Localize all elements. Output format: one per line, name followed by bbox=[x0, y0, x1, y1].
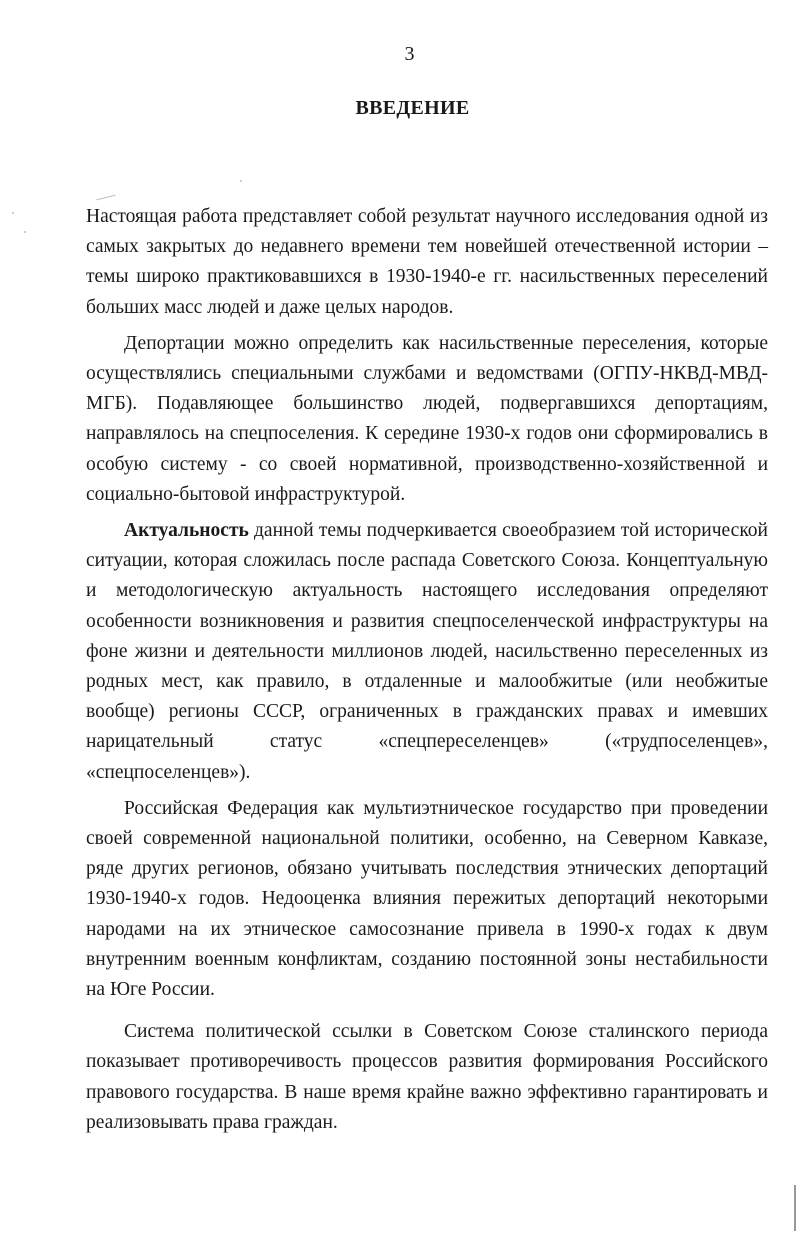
paragraph-relevance bbox=[86, 516, 768, 788]
scan-artifact bbox=[12, 212, 14, 214]
relevance-text: данной темы подчеркивается своеобразием той исторической ситуации, которая сложилась после распада Советского Союза. Концептуальную и методологическую актуальность настоящего исследования определяют особенности возникновения и развития спецпоселенческой инфраструктуры на фоне жизни и деятельности миллионов людей, насильственно переселенных из родных мест, как правило, в отдаленные и малообжитые (или необжитые вообще) регионы СССР, ограниченных в гражданских правах и имевших нарицательный статус «спецпереселенцев» («трудпоселенцев», «спецпоселенцев»). bbox=[86, 520, 768, 783]
relevance-term: Актуальность bbox=[124, 520, 249, 542]
scan-edge-artifact bbox=[794, 1185, 796, 1231]
page-number: 3 bbox=[404, 43, 415, 65]
scan-artifact bbox=[240, 180, 242, 182]
scan-artifact bbox=[24, 231, 26, 233]
paragraph-intro: Настоящая работа представляет собой результат научного исследования одной из самых закрытых до недавнего времени тем новейшей отечественной истории – темы широко практиковавшихся в 1930-1940-е гг. насильственных переселений больших масс людей и даже целых народов. bbox=[86, 206, 768, 318]
scan-artifact bbox=[96, 195, 116, 201]
paragraph-deportations: Депортации можно определить как насильственные переселения, которые осуществлялись специальными службами и ведомствами (ОГПУ-НКВД-МВД-МГБ). Подавляющее большинство людей, подвергавшихся депортациям, направлялось на спецпоселения. К середине 1930-х годов они сформировались в особую систему - со своей нормативной, производственно-хозяйственной и социально-бытовой инфраструктурой. bbox=[86, 332, 768, 505]
body-text bbox=[86, 202, 768, 1138]
section-heading: ВВЕДЕНИЕ bbox=[355, 97, 470, 119]
paragraph-russian-federation: Российская Федерация как мультиэтническое государство при проведении своей современной национальной политики, особенно, на Северном Кавказе, ряде других регионов, обязано учитывать последствия этнических депортаций 1930-1940-х годов. Недооценка влияния пережитых депортаций некоторыми народами на их этническое самосознание привела в 1990-х годах к двум внутренним военным конфликтам, созданию постоянной зоны нестабильности на Юге России. bbox=[86, 797, 768, 1001]
paragraph-political-exile: Система политической ссылки в Советском Союзе сталинского периода показывает противоречивость процессов развития формирования Российского правового государства. В наше время крайне важно эффективно гарантировать и реализовывать права граждан. bbox=[86, 1021, 768, 1133]
